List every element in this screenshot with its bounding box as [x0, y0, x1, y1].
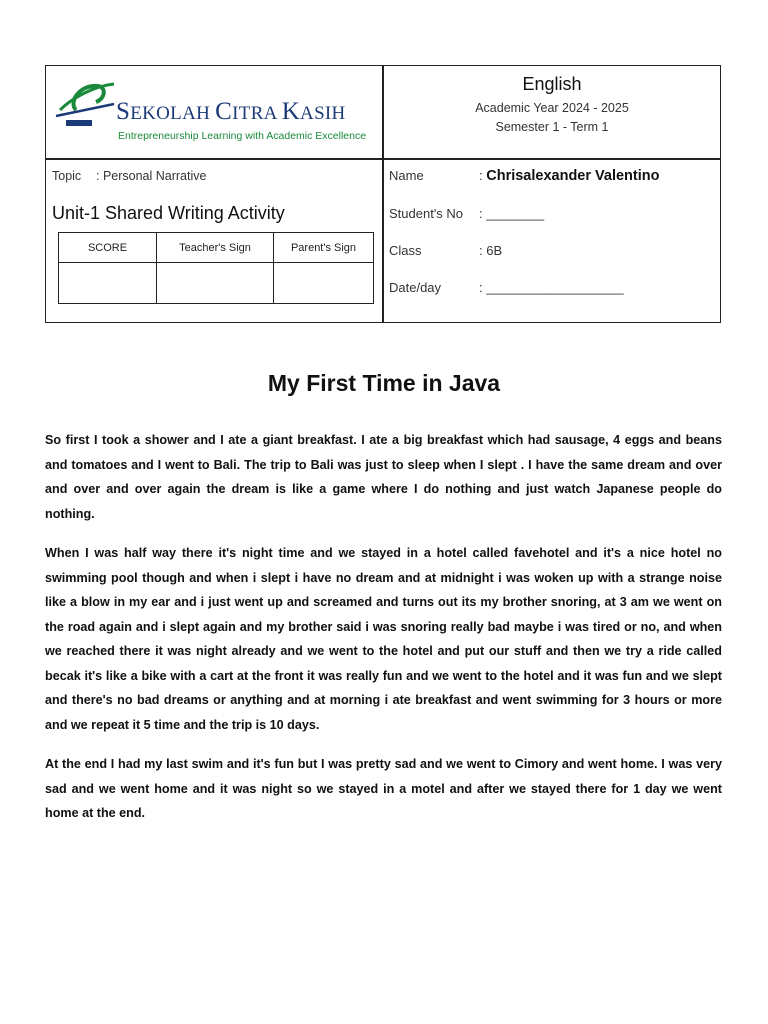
school-tagline: Entrepreneurship Learning with Academic Excellence [118, 130, 367, 142]
topic-label: Topic [52, 169, 82, 183]
date-label: Date/day [389, 280, 442, 295]
story-paragraph-1: So first I took a shower and I ate a giant breakfast. I ate a big breakfast which had sausage, 4 eggs and beans and tomatoes and I went to Bali. The trip to Bali was just to sleep when I slept . I have the same dream and over and over and over again the dream is like a game where I do nothing and just watch Japanese people do nothing. [45, 433, 722, 521]
score-table [58, 232, 374, 304]
story-body [45, 428, 722, 841]
student-no-row [389, 206, 544, 221]
topic-value: : Personal Narrative [96, 169, 207, 183]
name-label: Name [389, 168, 424, 183]
class-row [389, 243, 502, 258]
date-row [389, 280, 624, 295]
unit-title: Unit-1 Shared Writing Activity [52, 203, 285, 223]
teacher-sign-cell[interactable] [157, 263, 274, 304]
semester-term: Semester 1 - Term 1 [495, 120, 609, 134]
school-logo [54, 74, 380, 154]
name-row: Name : Chrisalexander Valentino [389, 168, 660, 184]
topic-line [52, 169, 206, 183]
date-value[interactable]: : ___________________ [479, 280, 624, 295]
class-label: Class [389, 243, 422, 258]
class-value: : 6B [479, 243, 503, 258]
header-table [45, 65, 721, 323]
name-value: Chrisalexander Valentino [486, 168, 660, 184]
story-paragraph-3: At the end I had my last swim and it's fun but I was pretty sad and we went to Cimory and went home. I was very sad and we went home and it was night so we stayed in a motel and after we stayed there for 1 day we went home at the end. [45, 757, 722, 820]
swoosh-logo-icon [54, 76, 118, 136]
header-divider-horizontal [46, 158, 720, 160]
score-header: SCORE [59, 233, 157, 263]
teacher-sign-header: Teacher's Sign [157, 233, 274, 263]
student-no-value[interactable]: : ________ [479, 206, 545, 221]
academic-year: Academic Year 2024 - 2025 [475, 101, 629, 115]
subject-title: English [522, 74, 582, 94]
parent-sign-header: Parent's Sign [274, 233, 374, 263]
student-no-label: Student's No [389, 206, 464, 221]
story-title: My First Time in Java [267, 370, 501, 396]
parent-sign-cell[interactable] [274, 263, 374, 304]
school-name: SEKOLAH CITRA KASIH [116, 98, 346, 125]
story-paragraph-2: When I was half way there it's night time and we stayed in a hotel called favehotel and it's a nice hotel no swimming pool though and when i slept i have no dream and at midnight i was woken up with a strange noise like a blow in my ear and i just went up and screamed and turns out its my brother snoring, at 3 am we went on the road again and i slept again and my brother said i was snoring really bad maybe i was tired or no, and when we reached there it was night already and we went to the hotel and put our stuff and then we try a ride called becak it's like a bike with a cart at the front it was really fun and we went to the hotel and it was fun and we slept and there's no bad dreams or anything and at morning i ate breakfast and went swimming for 3 hours or more and we repeat it 5 time and the trip is 10 days. [45, 546, 722, 732]
score-cell[interactable] [59, 263, 157, 304]
